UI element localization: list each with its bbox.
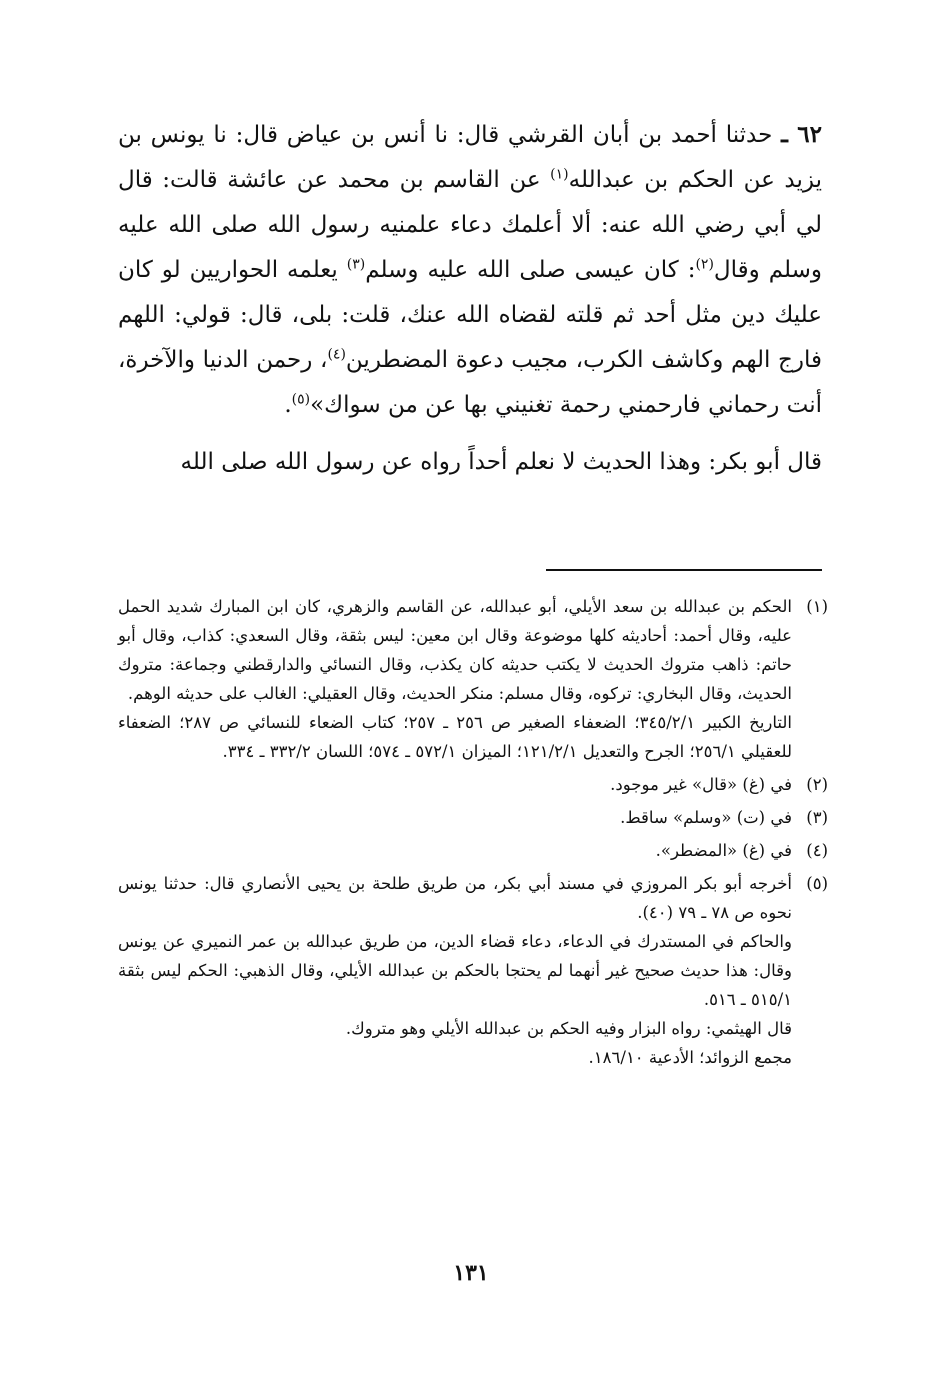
footnote-ref: (١) (550, 166, 569, 183)
footnote-number: (٣) (806, 808, 828, 827)
footnote-line: والحاكم في المستدرك في الدعاء، دعاء قضاء الدين، من طريق عبدالله بن عمر النميري عن يونس وقال: هذا حديث صحيح غير أنهما لم يحتجا بالحكم بن عبدالله الأيلي، وقال الذهبي: الحكم ليس بثقة ٥١٥/١ ـ ٥١٦. (118, 932, 792, 1009)
footnote-body (118, 869, 792, 1072)
footnote-ref: (٣) (346, 256, 366, 273)
hadith-text-part: : كان عيسى صلى الله عليه وسلم (365, 257, 696, 283)
footnote-body (118, 836, 792, 865)
footnote-number: (٢) (806, 775, 828, 794)
footnote-number: (١) (806, 597, 828, 616)
footnote-line: قال الهيثمي: رواه البزار وفيه الحكم بن عبدالله الأيلي وهو متروك. (345, 1019, 792, 1038)
main-text (118, 112, 822, 485)
footnote-number: (٤) (806, 841, 828, 860)
footnote-line: في (غ) «المضطر». (655, 841, 792, 860)
footnote-line: أخرجه أبو بكر المروزي في مسند أبي بكر، من طريق طلحة بن يحيى الأنصاري قال: حدثنا يونس نحوه ص ٧٨ ـ ٧٩ (٤٠). (118, 874, 792, 922)
hadith-text-part: يعلمه الحواريين لو كان عليك دين مثل أحد ثم قلته لقضاه الله عنك، قلت: بلى، قال: قولي: اللهم فارج الهم وكاشف الكرب، مجيب دعوة المضطرين (118, 257, 822, 373)
hadith-text-part: حدثنا أحمد بن أبان القرشي قال: نا أنس بن عياض قال: نا يونس بن يزيد عن الحكم بن عبدالله (118, 122, 822, 193)
hadith-text-part: عن القاسم بن محمد عن عائشة قالت: قال لي أبي رضي الله عنه: ألا أعلمك دعاء علمنيه رسول الله صلى الله عليه وسلم وقال (118, 167, 822, 283)
footnotes (118, 592, 828, 1072)
footnote-body (118, 770, 792, 799)
footnote-4 (118, 836, 828, 865)
footnote-1 (118, 592, 828, 766)
footnote-3 (118, 803, 828, 832)
hadith-text-part: . (284, 392, 292, 418)
footnote-ref: (٥) (291, 391, 311, 408)
hadith-number: ٦٢ ـ (781, 121, 823, 148)
footnote-body (118, 592, 792, 766)
footnote-number: (٥) (806, 874, 828, 893)
footnote-line: مجمع الزوائد؛ الأدعية ١٨٦/١٠. (588, 1048, 792, 1067)
footnote-ref: (٤) (327, 346, 346, 363)
footnote-2 (118, 770, 828, 799)
footnote-line: الحكم بن عبدالله بن سعد الأيلي، أبو عبدالله، عن القاسم والزهري، كان ابن المبارك شديد الحمل عليه، وقال أحمد: أحاديثه كلها موضوعة وقال ابن معين: ليس بثقة، وقال السعدي: كذاب، وقال أبو حاتم: ذاهب متروك الحديث لا يكتب حديثه كان يكذب، وقال النسائي والدارقطني وجماعة: متروك الحديث، وقال البخاري: تركوه، وقال مسلم: منكر الحديث، وقال العقيلي: الغالب على حديثه الوهم. (118, 597, 792, 703)
footnote-line: في (غ) «قال» غير موجود. (610, 775, 792, 794)
footnote-line: في (ت) «وسلم» ساقط. (620, 808, 792, 827)
footnote-divider (546, 569, 822, 571)
page-number: ١٣١ (453, 1260, 489, 1286)
footnote-ref: (٢) (695, 256, 714, 273)
hadith-text-part: ، رحمن الدنيا والآخرة، أنت رحماني فارحمني رحمة تغنيني بها عن من سواك» (118, 347, 822, 418)
footnote-5 (118, 869, 828, 1072)
footnote-body (118, 803, 792, 832)
commentary-paragraph: قال أبو بكر: وهذا الحديث لا نعلم أحداً رواه عن رسول الله صلى الله (180, 449, 822, 475)
hadith-paragraph (118, 112, 822, 428)
footnote-line: التاريخ الكبير ٣٤٥/٢/١؛ الضعفاء الصغير ص ٢٥٦ ـ ٢٥٧؛ كتاب الضعاء للنسائي ص ٢٨٧؛ الضعفاء للعقيلي ٢٥٦/١؛ الجرح والتعديل ١٢١/٢/١؛ الميزان ٥٧٢/١ ـ ٥٧٤؛ اللسان ٣٣٢/٢ ـ ٣٣٤. (118, 713, 793, 761)
